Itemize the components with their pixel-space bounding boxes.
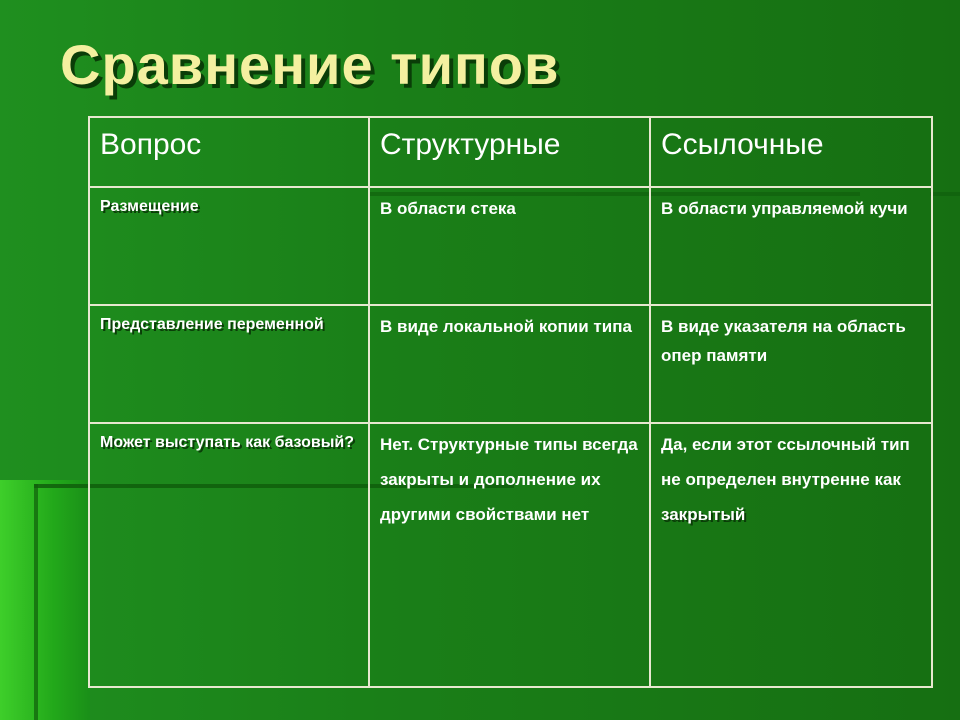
cell-structural-base-type: [369, 423, 650, 687]
table-row: [89, 187, 932, 305]
cell-reference-placement: [650, 187, 932, 305]
cell-text: закрыты и дополнение их: [380, 470, 601, 489]
row-label-base-type: Может выступать как базовый?: [89, 423, 369, 687]
comparison-table: [88, 116, 933, 688]
cell-text: не определен внутренне как: [661, 470, 901, 489]
slide-title: Сравнение типов: [60, 33, 560, 96]
table-header-row: [89, 117, 932, 187]
cell-structural-placement: [369, 187, 650, 305]
row-label-representation: Представление переменной: [89, 305, 369, 423]
cell-structural-representation: [369, 305, 650, 423]
cell-text: В виде локальной копии типа: [380, 317, 632, 336]
header-question: Вопрос: [89, 117, 369, 187]
background-decor-line: [930, 192, 960, 196]
cell-text: другими свойствами нет: [380, 505, 590, 524]
background-decor-line: [34, 484, 38, 720]
header-reference: Ссылочные: [650, 117, 932, 187]
cell-reference-representation: [650, 305, 932, 423]
cell-text: Да, если этот ссылочный тип: [661, 435, 910, 454]
cell-text: В области стека: [380, 199, 516, 218]
cell-reference-base-type: [650, 423, 932, 687]
cell-text: закрытый: [661, 505, 746, 524]
row-label-placement: Размещение: [89, 187, 369, 305]
table-row: [89, 423, 932, 687]
table-row: [89, 305, 932, 423]
cell-text: Нет. Структурные типы всегда: [380, 435, 638, 454]
cell-text: В виде указателя на область опер памяти: [661, 317, 906, 365]
cell-text: В области управляемой кучи: [661, 199, 908, 218]
header-structural: Структурные: [369, 117, 650, 187]
background-accent-stripe: [0, 480, 90, 720]
